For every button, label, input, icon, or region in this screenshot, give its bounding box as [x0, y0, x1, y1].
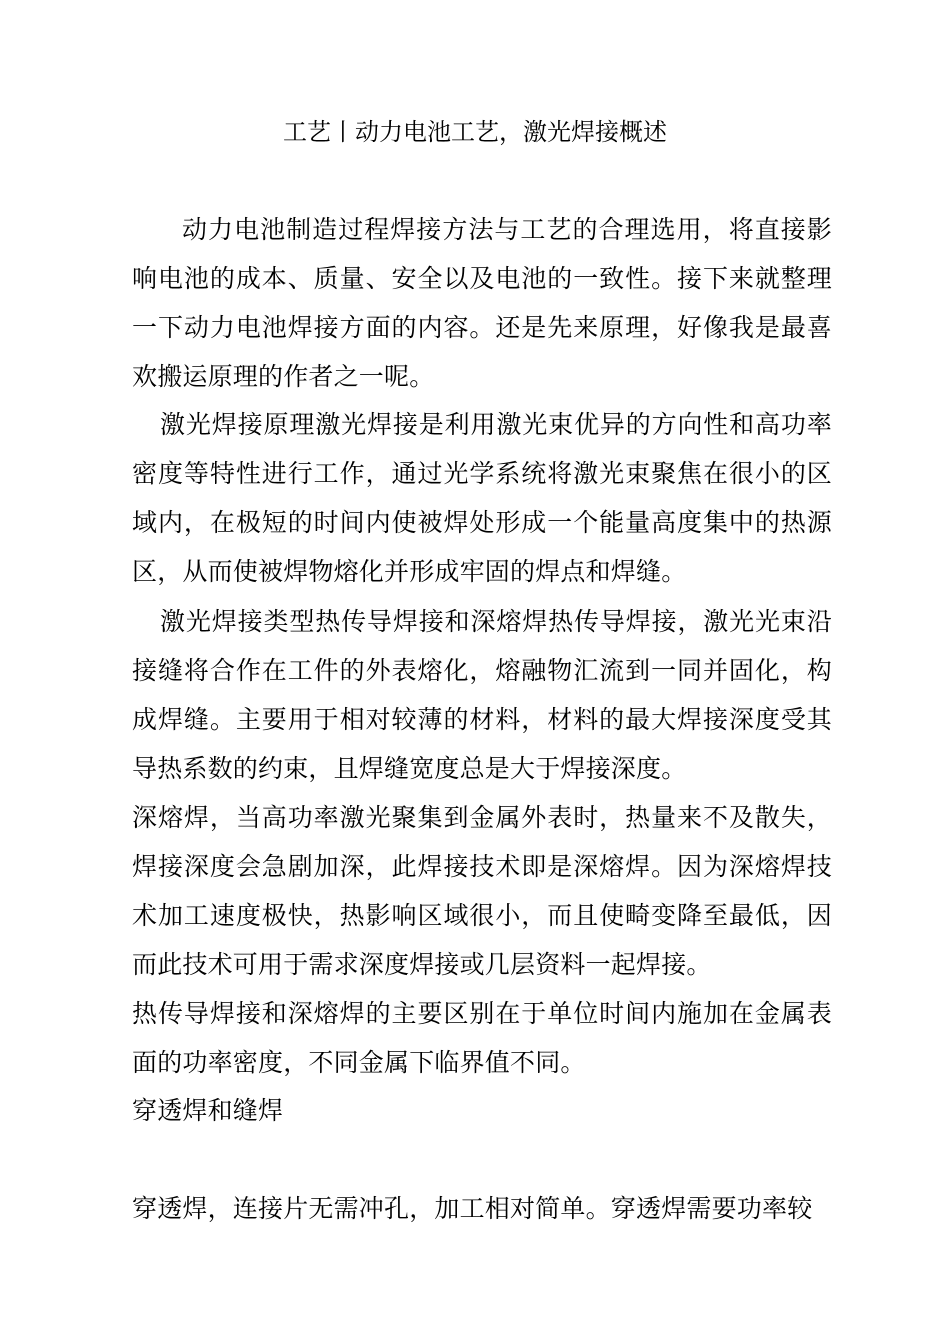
paragraph-intro: 动力电池制造过程焊接方法与工艺的合理选用，将直接影响电池的成本、质量、安全以及电池的一致性。接下来就整理一下动力电池焊接方面的内容。还是先来原理，好像我是最喜欢搬运原理的作者之一呢。 — [132, 215, 832, 391]
document-title: 工艺丨动力电池工艺，激光焊接概述 — [283, 118, 667, 146]
paragraph-difference: 热传导焊接和深熔焊的主要区别在于单位时间内施加在金属表面的功率密度，不同金属下临界值不同。 — [132, 999, 832, 1077]
paragraph-penetration-weld: 穿透焊，连接片无需冲孔，加工相对简单。穿透焊需要功率较 — [132, 1194, 813, 1223]
paragraph-deep-penetration: 深熔焊，当高功率激光聚集到金属外表时，热量来不及散失，焊接深度会急剧加深，此焊接技术即是深熔焊。因为深熔焊技术加工速度极快，热影响区域很小，而且使畸变降至最低，因而此技术可用于需求深度焊接或几层资料一起焊接。 — [132, 803, 832, 979]
paragraph-welding-types: 激光焊接类型热传导焊接和深熔焊热传导焊接，激光光束沿接缝将合作在工件的外表熔化，熔融物汇流到一同并固化，构成焊缝。主要用于相对较薄的材料，材料的最大焊接深度受其导热系数的约束，且焊缝宽度总是大于焊接深度。 — [132, 607, 832, 783]
paragraph-welding-principle: 激光焊接原理激光焊接是利用激光束优异的方向性和高功率密度等特性进行工作，通过光学系统将激光束聚焦在很小的区域内，在极短的时间内使被焊处形成一个能量高度集中的热源区，从而使被焊物熔化并形成牢固的焊点和焊缝。 — [132, 410, 832, 586]
section-heading-penetration-seam: 穿透焊和缝焊 — [132, 1096, 284, 1125]
